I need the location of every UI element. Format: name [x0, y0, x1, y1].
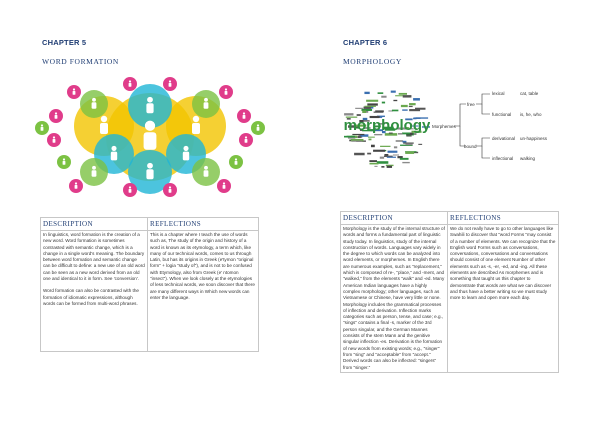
description-paragraph: Word formation can also be contrasted with the formation of idiomatic expressions, although words can be formed from multi-word phrases.: [43, 288, 139, 306]
description-cell: [41, 231, 148, 352]
word-cloud-word: [366, 100, 378, 102]
word-cloud-word: [391, 91, 396, 93]
word-cloud-word: [364, 92, 369, 94]
person-icon: [101, 116, 107, 122]
person-icon: [73, 88, 75, 90]
word-cloud-word: [409, 106, 413, 107]
person-icon: [41, 127, 44, 131]
word-cloud-word: [399, 93, 407, 95]
person-icon: [245, 136, 247, 138]
diagram-lexical-label: lexical: [492, 91, 505, 96]
person-icon: [73, 91, 76, 95]
word-cloud-word: [368, 139, 371, 141]
word-cloud-word: [384, 154, 388, 156]
word-cloud-word: [367, 103, 378, 105]
word-cloud-word: [374, 134, 382, 135]
diagram-functional-label: functional: [492, 112, 512, 117]
word-cloud-word: [344, 136, 355, 138]
word-cloud-word: [378, 92, 384, 94]
chapter-6-heading: CHAPTER 6: [343, 38, 388, 47]
description-header: DESCRIPTION: [41, 218, 148, 231]
word-cloud-word: [403, 95, 412, 97]
person-icon: [204, 166, 208, 170]
diagram-root-label: Morphemes: [432, 124, 456, 129]
word-cloud-word: [395, 95, 403, 96]
person-icon: [129, 186, 131, 188]
word-cloud-word: [380, 157, 384, 159]
reflection-paragraph: This is a chapter where I teach the use of words such as, The study of the origin and history of a word is known as its etymology, a term which, like many of our technical words, comes to us through Latin, but has its origins in Greek (e'tymon "original form" + logia "study of"), and is not to be confused with Etymology, also from Greek (e' ntomon "insect"). When we look closely at the etymologies of less technical words, we soon discover that there are many different ways in Which new words can enter the language.: [150, 232, 255, 300]
word-cloud-word: [405, 144, 412, 145]
page-chapter-6: [300, 0, 600, 424]
person-icon: [169, 80, 171, 82]
word-cloud-word: [401, 105, 408, 107]
person-icon: [257, 124, 259, 126]
diagram-bound-label: bound: [464, 144, 477, 149]
person-icon: [92, 170, 97, 177]
word-cloud-word: [413, 98, 420, 101]
reflection-cell: [448, 225, 559, 373]
person-icon: [129, 189, 132, 193]
diagram-free-label: free: [467, 102, 475, 107]
example-lexical: cat, table: [520, 91, 539, 96]
word-cloud-word: [403, 143, 414, 144]
morpheme-tree-diagram: [430, 82, 550, 174]
person-icon: [55, 112, 57, 114]
word-cloud-word: [357, 114, 361, 116]
word-cloud-title: morphology: [344, 117, 430, 134]
word-cloud-word: [392, 110, 398, 112]
person-icon: [75, 182, 77, 184]
diagram-derivational-label: derivational: [492, 136, 516, 141]
word-cloud-word: [364, 106, 375, 107]
word-cloud-word: [374, 166, 377, 167]
word-cloud-word: [374, 112, 384, 113]
person-icon: [245, 139, 248, 143]
chapter-5-title: WORD FORMATION: [42, 57, 119, 66]
word-cloud-word: [362, 110, 366, 113]
person-icon: [192, 123, 200, 134]
person-icon: [53, 136, 55, 138]
chapter-5-table: [40, 217, 259, 352]
word-formation-illustration: [34, 76, 266, 198]
word-cloud-word: [373, 150, 385, 152]
word-cloud-word: [358, 136, 361, 138]
person-icon: [129, 83, 132, 87]
word-cloud-word: [370, 163, 379, 165]
word-cloud-word: [388, 151, 398, 153]
person-icon: [111, 146, 116, 151]
reflection-paragraph: We do not really have to go to other languages like Swahili to discover that "word Forms "may consist of a number of elements. We can recognize that the English word Forms such as conversations, conversations, conversations and conversations should consist of one element Number of other elements such as -s, -er, -ed, and -ing. All these elements are described As morphemes and is something that taught us this chapter to demonstrate that words are what we can discover and thus have a better writing so we must study more to learn and open more each day.: [450, 226, 556, 301]
word-cloud-word: [366, 109, 370, 110]
morphology-word-cloud: [344, 78, 430, 174]
person-icon: [53, 139, 56, 143]
word-cloud-word: [381, 166, 384, 168]
reflections-header: REFLECTIONS: [448, 212, 559, 225]
person-icon: [223, 185, 226, 189]
word-cloud-word: [381, 96, 386, 98]
person-icon: [75, 185, 78, 189]
person-icon: [169, 189, 172, 193]
word-cloud-word: [418, 144, 422, 145]
word-cloud-word: [351, 141, 362, 142]
word-cloud-word: [387, 157, 396, 158]
word-cloud-word: [405, 151, 414, 154]
person-icon: [111, 152, 117, 161]
word-cloud-word: [409, 103, 416, 105]
person-icon: [100, 123, 108, 134]
word-cloud-word: [402, 109, 407, 110]
person-icon: [204, 170, 209, 177]
word-cloud-word: [382, 102, 385, 104]
reflection-cell: [148, 231, 259, 352]
word-cloud-word: [352, 134, 364, 135]
person-icon: [169, 83, 172, 87]
word-cloud-word: [402, 162, 409, 163]
example-derivational: un-happiness: [520, 136, 548, 141]
description-paragraph: Morphology is the study of the internal structure of words and forms a fundamental part of linguistic study today. In linguistics, study of the internal construction of words. Languages vary widely in the degree to which words can be analyzed into word elements, or morphemes. In English there are numerous examples, such as "replacement," which is composed of re-, "place," and -ment, and "walked," from the elements "walk" and -ed. Many American Indian languages have a highly complex morphology; other languages, such as Vietnamese or Chinese, have very little or none. Morphology includes the grammatical processes of inflection and derivation. Inflection marks categories such as person, tense, and case; e.g., "sings" contains a final -s, marker of the 3rd person singular, and the German Mannes consists of the stem Mann and the genitive singular inflection -es. Derivation is the formation of new words from existing words; e.g., "singer" from "sing" and "acceptable" from "accept." Derived words can also be inflected: "singers" from "singer.": [343, 226, 445, 370]
person-icon: [183, 146, 188, 151]
word-cloud-word: [396, 140, 404, 141]
person-icon: [92, 102, 97, 109]
word-cloud-word: [393, 100, 397, 101]
person-icon: [129, 80, 131, 82]
person-icon: [235, 161, 238, 165]
word-cloud-word: [354, 153, 365, 155]
person-icon: [145, 121, 155, 131]
person-icon: [41, 124, 43, 126]
word-cloud-word: [367, 153, 371, 155]
person-icon: [243, 112, 245, 114]
person-icon: [257, 127, 260, 131]
description-paragraph: In linguistics, word formation is the creation of a new word. Word formation is sometimes contrasted with semantic change, which is a change in a single word's meaning. The boundary between word formation and semantic change can be difficult to define: a new use of an old word can be seen as a new word derived from an old one and identical to it in form. See 'conversion'.: [43, 232, 145, 282]
word-cloud-word: [409, 109, 420, 111]
person-icon: [63, 161, 66, 165]
person-icon: [169, 186, 171, 188]
word-cloud-word: [369, 160, 377, 162]
person-icon: [235, 158, 237, 160]
person-icon: [193, 116, 199, 122]
person-icon: [225, 91, 228, 95]
word-cloud-word: [400, 158, 409, 160]
description-cell: [341, 225, 448, 373]
chapter-6-table: [340, 211, 559, 373]
person-icon: [147, 97, 153, 103]
reflections-header: REFLECTIONS: [148, 218, 259, 231]
word-cloud-word: [355, 108, 363, 109]
person-icon: [243, 115, 246, 119]
person-icon: [183, 152, 189, 161]
word-cloud-word: [344, 113, 353, 115]
word-cloud-word: [387, 166, 392, 168]
word-cloud-word: [371, 145, 375, 147]
word-cloud-word: [393, 155, 399, 156]
word-cloud-word: [368, 137, 375, 138]
word-cloud-word: [348, 138, 355, 139]
person-icon: [92, 98, 96, 102]
person-icon: [225, 88, 227, 90]
person-icon: [204, 102, 209, 109]
diagram-inflectional-label: inflectional: [492, 156, 514, 161]
person-icon: [204, 98, 208, 102]
person-icon: [146, 103, 153, 113]
person-icon: [63, 158, 65, 160]
description-header: DESCRIPTION: [341, 212, 448, 225]
word-cloud-word: [394, 146, 397, 148]
example-inflectional: walking: [520, 156, 536, 161]
chapter-6-title: MORPHOLOGY: [343, 57, 402, 66]
person-icon: [92, 166, 96, 170]
example-functional: is, he, who: [520, 112, 542, 117]
word-cloud-word: [380, 146, 390, 147]
person-icon: [147, 163, 153, 169]
person-icon: [223, 182, 225, 184]
person-icon: [55, 115, 58, 119]
chapter-5-heading: CHAPTER 5: [42, 38, 87, 47]
person-icon: [146, 169, 153, 179]
word-cloud-word: [402, 141, 406, 143]
person-icon: [144, 132, 157, 150]
